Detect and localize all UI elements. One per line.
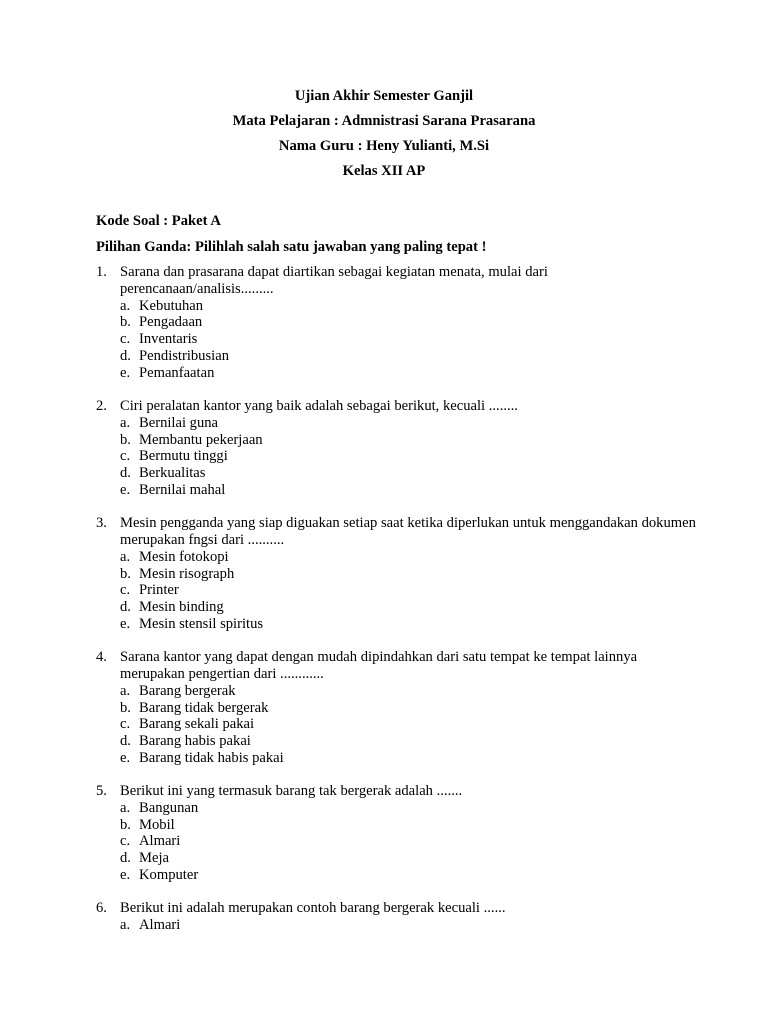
question-number: 2. xyxy=(96,397,107,414)
option-text: Pengadaan xyxy=(139,314,203,331)
option-letter: b. xyxy=(120,565,131,582)
answer-options xyxy=(120,549,696,633)
question-text: Mesin pengganda yang siap diguakan setiap saat ketika diperlukan untuk menggandakan dokumen merupakan fngsi dari .......... xyxy=(120,515,696,548)
option-text: Bernilai mahal xyxy=(139,481,226,498)
option-letter: b. xyxy=(120,431,131,448)
exam-title: Ujian Akhir Semester Ganjil xyxy=(294,88,474,104)
option-letter: b. xyxy=(120,699,131,716)
answer-option xyxy=(120,314,696,331)
option-text: Inventaris xyxy=(139,331,198,348)
answer-option xyxy=(120,850,696,867)
question-item xyxy=(96,398,696,499)
option-text: Printer xyxy=(139,582,179,599)
answer-option xyxy=(120,733,696,750)
answer-option xyxy=(120,833,696,850)
option-letter: d. xyxy=(120,733,131,750)
option-text: Meja xyxy=(139,850,169,867)
answer-option xyxy=(120,582,696,599)
answer-options xyxy=(120,298,696,382)
option-text: Almari xyxy=(139,917,181,934)
option-text: Almari xyxy=(139,833,181,850)
option-letter: a. xyxy=(120,297,131,314)
option-letter: b. xyxy=(120,816,131,833)
question-item xyxy=(96,649,696,767)
answer-options xyxy=(120,683,696,767)
option-text: Mesin stensil spiritus xyxy=(139,615,264,632)
answer-option xyxy=(120,683,696,700)
option-text: Mesin risograph xyxy=(139,565,235,582)
option-text: Bernilai guna xyxy=(139,414,219,431)
answer-option xyxy=(120,448,696,465)
subject-line: Mata Pelajaran : Admnistrasi Sarana Prasarana xyxy=(232,113,536,129)
answer-option xyxy=(120,800,696,817)
option-letter: d. xyxy=(120,850,131,867)
option-letter: d. xyxy=(120,465,131,482)
answer-option xyxy=(120,432,696,449)
option-text: Membantu pekerjaan xyxy=(139,431,263,448)
answer-option xyxy=(120,465,696,482)
answer-option xyxy=(120,817,696,834)
answer-option xyxy=(120,599,696,616)
question-item xyxy=(96,264,696,382)
option-letter: a. xyxy=(120,799,131,816)
option-letter: c. xyxy=(120,582,131,599)
answer-option xyxy=(120,716,696,733)
question-text: Sarana kantor yang dapat dengan mudah dipindahkan dari satu tempat ke tempat lainnya merupakan pengertian dari ............ xyxy=(120,649,638,682)
option-letter: e. xyxy=(120,867,131,884)
option-text: Barang habis pakai xyxy=(139,733,251,750)
option-text: Pendistribusian xyxy=(139,347,229,364)
question-code: Kode Soal : Paket A xyxy=(96,213,221,229)
answer-option xyxy=(120,917,696,934)
question-number: 5. xyxy=(96,783,107,800)
option-letter: a. xyxy=(120,682,131,699)
question-list xyxy=(96,264,696,950)
option-text: Berkualitas xyxy=(139,465,206,482)
option-letter: e. xyxy=(120,364,131,381)
question-text: Berikut ini yang termasuk barang tak bergerak adalah ....... xyxy=(120,783,463,800)
option-letter: c. xyxy=(120,331,131,348)
option-text: Mobil xyxy=(139,816,175,833)
question-item xyxy=(96,900,696,934)
option-letter: d. xyxy=(120,599,131,616)
answer-options xyxy=(120,800,696,884)
instructions: Pilihan Ganda: Pilihlah salah satu jawaban yang paling tepat ! xyxy=(96,239,487,255)
answer-option xyxy=(120,365,696,382)
option-letter: a. xyxy=(120,548,131,565)
option-text: Bangunan xyxy=(139,799,199,816)
option-letter: a. xyxy=(120,414,131,431)
option-text: Barang tidak bergerak xyxy=(139,699,269,716)
answer-option xyxy=(120,331,696,348)
option-letter: e. xyxy=(120,615,131,632)
answer-option xyxy=(120,348,696,365)
question-number: 6. xyxy=(96,900,107,917)
question-item xyxy=(96,515,696,633)
option-letter: e. xyxy=(120,749,131,766)
option-letter: e. xyxy=(120,481,131,498)
option-letter: b. xyxy=(120,314,131,331)
question-item xyxy=(96,783,696,884)
option-text: Pemanfaatan xyxy=(139,364,215,381)
option-text: Barang tidak habis pakai xyxy=(139,749,284,766)
question-text: Ciri peralatan kantor yang baik adalah sebagai berikut, kecuali ........ xyxy=(120,397,518,414)
answer-option xyxy=(120,566,696,583)
option-text: Komputer xyxy=(139,867,199,884)
question-text: Berikut ini adalah merupakan contoh barang bergerak kecuali ...... xyxy=(120,900,506,917)
option-text: Kebutuhan xyxy=(139,297,204,314)
option-letter: d. xyxy=(120,347,131,364)
answer-option xyxy=(120,482,696,499)
exam-header xyxy=(0,88,768,188)
answer-option xyxy=(120,616,696,633)
option-letter: c. xyxy=(120,833,131,850)
question-number: 1. xyxy=(96,264,107,280)
option-text: Barang bergerak xyxy=(139,682,236,699)
option-text: Mesin fotokopi xyxy=(139,548,229,565)
answer-option xyxy=(120,298,696,315)
question-text: Sarana dan prasarana dapat diartikan sebagai kegiatan menata, mulai dari perencanaan/analisis......... xyxy=(120,264,548,297)
question-number: 4. xyxy=(96,649,107,666)
option-text: Bermutu tinggi xyxy=(139,448,228,465)
option-text: Barang sekali pakai xyxy=(139,716,255,733)
answer-option xyxy=(120,867,696,884)
option-letter: c. xyxy=(120,716,131,733)
option-text: Mesin binding xyxy=(139,599,224,616)
question-number: 3. xyxy=(96,515,107,532)
answer-options xyxy=(120,917,696,934)
answer-option xyxy=(120,750,696,767)
option-letter: c. xyxy=(120,448,131,465)
class-line: Kelas XII AP xyxy=(342,163,426,179)
answer-options xyxy=(120,415,696,499)
option-letter: a. xyxy=(120,917,131,934)
teacher-line: Nama Guru : Heny Yulianti, M.Si xyxy=(278,138,490,154)
answer-option xyxy=(120,549,696,566)
answer-option xyxy=(120,415,696,432)
answer-option xyxy=(120,700,696,717)
